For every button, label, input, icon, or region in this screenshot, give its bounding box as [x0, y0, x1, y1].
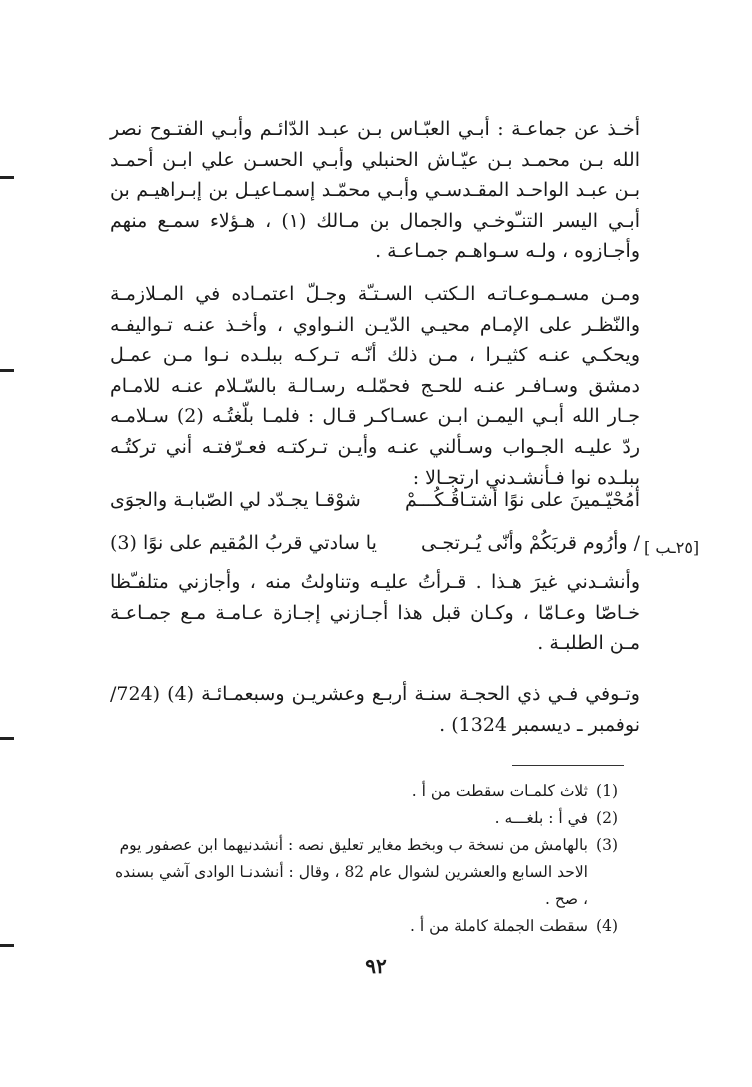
footnote-text: بالهامش من نسخة ب وبخط مغاير تعليق نصه : أنشدنيهما ابن عصفور يوم الاحد السابع والعشرين لشوال عام 82 ، وقال : أنشدنـا الوادى آشي بسنده ، صح . — [115, 836, 588, 908]
paragraph-permission — [110, 567, 640, 659]
footnote-text: سقطت الجملة كاملة من أ . — [409, 917, 588, 935]
verse-second-hemistich: شوْقـا يجـدّد لي الصّبابـة والجوَى — [110, 489, 361, 511]
folio-reference: [٢٥ـب ] — [644, 538, 700, 557]
paragraph-death — [110, 679, 640, 740]
footnote-item — [112, 778, 622, 805]
footnote-item — [112, 913, 622, 940]
paragraph-text: ومـن مسـمـوعـاتـه الـكتب السـتـّة وجـلّ اعتمـاده في المـلازمـة والنّظـر على الإمـام محيـي الدّيـن النـواوي ، وأخـذ عنـه تـواليفـه ويحكـي عنـه كثيـرا ، مـن ذلك أنّـه تـركـه ببلـده نـوا مـن عمـل دمشق وسـافـر عنـه للحـج فحمّلـه رسـالـة بالسّـلام عنـه للامـام جـار الله أبـي اليمـن ابـن عسـاكـر قـال : فلمـا بلّغتُـه (2) سـلامـه ردّ عليـه الجـواب وسـألني عنـه وأيـن تـركتـه فعـرّفتـه أني تركتُـه ببلـده نوا فـأنشـدني ارتجـالا : — [110, 283, 640, 489]
verse-first-hemistich: أمُحْيّـمينَ على نوًا أشتـاقُـكُـــمْ — [405, 489, 640, 511]
footnote-number: (3) — [596, 836, 618, 854]
footnote-item — [112, 805, 622, 832]
verse-second-hemistich: يا سادتي قربُ المُقيم على نوًا (3) — [110, 532, 377, 554]
footnote-number: (4) — [596, 917, 618, 935]
footnote-number: (2) — [596, 809, 618, 827]
margin-mark — [0, 369, 14, 372]
footnote-item — [112, 832, 622, 913]
footnote-number: (1) — [596, 782, 618, 800]
footnote-divider — [512, 765, 624, 766]
verse-line-2 — [110, 526, 640, 560]
paragraph-text: وتـوفي فـي ذي الحجـة سنـة أربـع وعشريـن وسبعمـائـة (4) (724/نوفمبر ـ ديسمبر 1324) . — [110, 683, 640, 736]
paragraph-text: أخـذ عن جماعـة : أبـي العبّـاس بـن عبـد الدّائـم وأبـي الفتـوح نصر الله بـن محمـد بـن عيّـاش الحنبلي وأبـي الحسـن علي ابـن أحمـد بـن عبـد الواحـد المقـدسـي وأبـي محمّـد إسمـاعيـل بن إبـراهيـم بن أبـي اليسر التنـّوخـي والجمال بن مـالك (١) ، هـؤلاء سمـع منهم وأجـازوه ، ولـه سـواهـم جمـاعـة . — [110, 118, 640, 263]
page-number: ٩٢ — [365, 954, 387, 978]
footnotes — [112, 778, 622, 940]
paragraph-teachers — [110, 114, 640, 267]
paragraph-text: وأنشـدني غيرَ هـذا . قـرأتُ عليـه وتناولتُ منه ، وأجازني متلفـّظا خـاصّا وعـامّا ، وكـان قبل هذا أجـازني إجـازة عـامـة مـع جمـاعـة مـن الطلبـة . — [110, 571, 640, 655]
verse-first-hemistich: / وأرُوم قربَكُمْ وأنّى يُـرتجـى — [421, 532, 640, 554]
footnote-text: ثلاث كلمـات سقطت من أ . — [411, 782, 588, 800]
margin-mark — [0, 944, 14, 947]
verse-line-1 — [110, 483, 640, 517]
margin-mark — [0, 176, 14, 179]
margin-mark — [0, 737, 14, 740]
paragraph-studies — [110, 279, 640, 493]
footnote-text: في أ : بلغـــه . — [494, 809, 588, 827]
